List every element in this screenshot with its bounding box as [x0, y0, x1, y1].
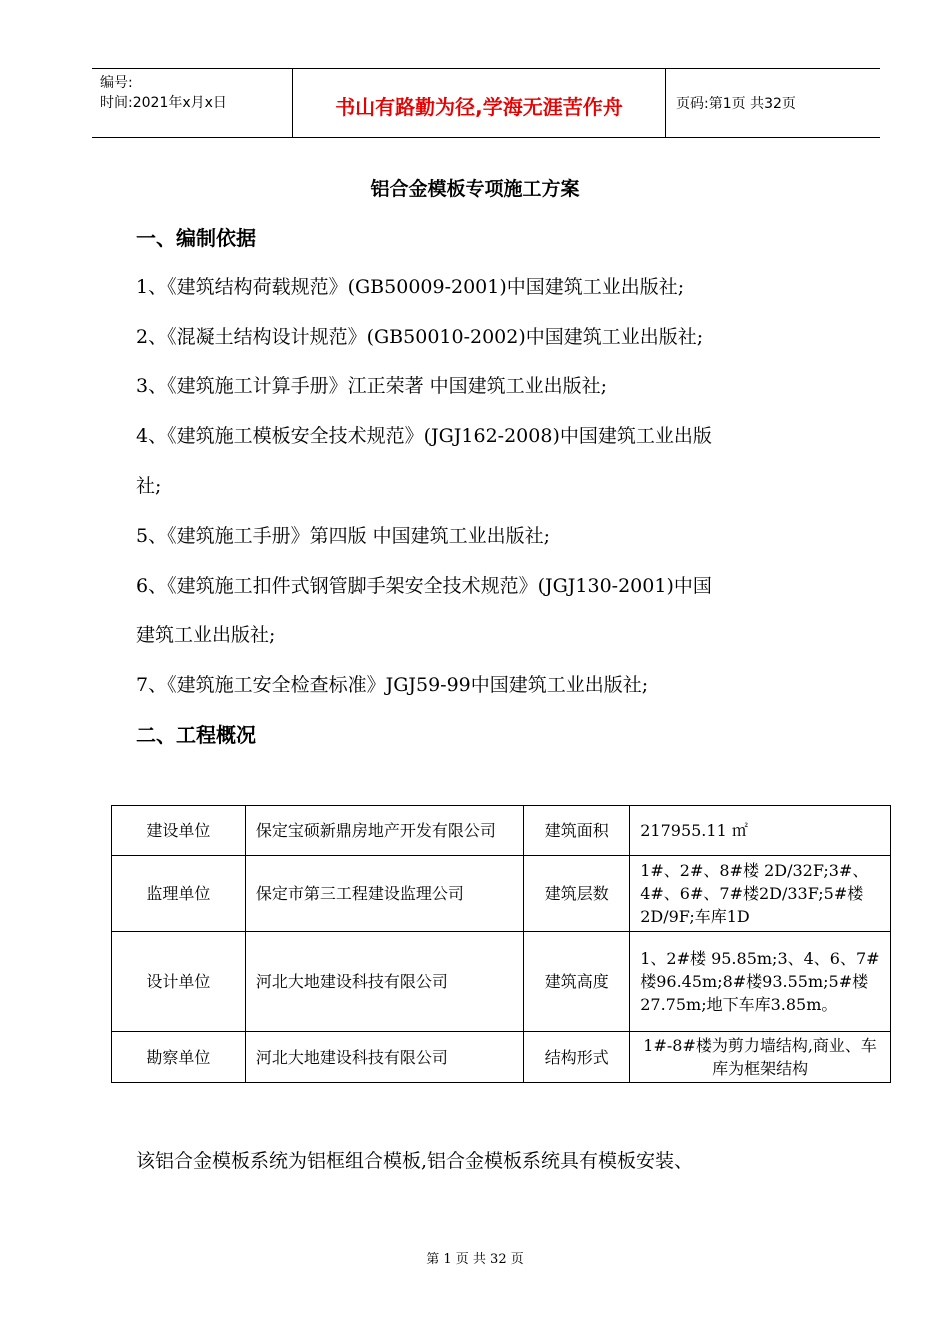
- page-footer: 第 1 页 共 32 页: [426, 1252, 524, 1267]
- basis-item: 5、《建筑施工手册》第四版 中国建筑工业出版社;: [136, 525, 551, 547]
- table-label: 建筑面积: [524, 806, 630, 856]
- table-row: [112, 806, 891, 856]
- basis-item: 6、《建筑施工扣件式钢管脚手架安全技术规范》(JGJ130-2001)中国: [136, 575, 712, 597]
- table-label: 建筑层数: [524, 856, 630, 932]
- table-label: 建设单位: [112, 806, 246, 856]
- document-number-label: 编号:: [100, 75, 133, 91]
- table-row: [112, 856, 891, 932]
- section-heading-overview: 二、工程概况: [136, 723, 256, 747]
- table-value: 217955.11 ㎡: [630, 806, 891, 856]
- table-value: 保定市第三工程建设监理公司: [245, 856, 524, 932]
- table-value: 河北大地建设科技有限公司: [245, 1032, 524, 1083]
- document-title: 铝合金模板专项施工方案: [370, 178, 580, 200]
- header-page-number: 页码:第1页 共32页: [676, 96, 796, 112]
- table-row: [112, 932, 891, 1032]
- table-value: 1、2#楼 95.85m;3、4、6、7#楼96.45m;8#楼93.55m;5#楼27.75m;地下车库3.85m。: [630, 932, 891, 1032]
- table-value: 1#、2#、8#楼 2D/32F;3#、4#、6#、7#楼2D/33F;5#楼2D/9F;车库1D: [630, 856, 891, 932]
- basis-item-continued: 建筑工业出版社;: [136, 624, 276, 646]
- table-label: 设计单位: [112, 932, 246, 1032]
- header-meta: [100, 73, 290, 113]
- document-time-label: 时间:2021年x月x日: [100, 95, 227, 111]
- basis-item: 4、《建筑施工模板安全技术规范》(JGJ162-2008)中国建筑工业出版: [136, 425, 712, 447]
- header-divider: [665, 69, 666, 137]
- table-value: 河北大地建设科技有限公司: [245, 932, 524, 1032]
- basis-item: 2、《混凝土结构设计规范》(GB50010-2002)中国建筑工业出版社;: [136, 326, 704, 348]
- table-label: 监理单位: [112, 856, 246, 932]
- basis-item: 1、《建筑结构荷载规范》(GB50009-2001)中国建筑工业出版社;: [136, 276, 685, 298]
- table-label: 建筑高度: [524, 932, 630, 1032]
- project-info-table: [111, 805, 891, 1083]
- table-row: [112, 1032, 891, 1083]
- basis-item: 3、《建筑施工计算手册》江正荣著 中国建筑工业出版社;: [136, 375, 608, 397]
- basis-item: 7、《建筑施工安全检查标准》JGJ59-99中国建筑工业出版社;: [136, 674, 649, 696]
- header-motto: 书山有路勤为径,学海无涯苦作舟: [335, 95, 623, 119]
- header-table: [92, 68, 880, 138]
- basis-item-continued: 社;: [136, 475, 162, 497]
- table-value: 保定宝硕新鼎房地产开发有限公司: [245, 806, 524, 856]
- section-heading-basis: 一、编制依据: [136, 226, 256, 250]
- table-value: 1#-8#楼为剪力墙结构,商业、车库为框架结构: [630, 1032, 891, 1083]
- table-label: 勘察单位: [112, 1032, 246, 1083]
- body-paragraph: 该铝合金模板系统为铝框组合模板,铝合金模板系统具有模板安装、: [136, 1150, 694, 1172]
- table-label: 结构形式: [524, 1032, 630, 1083]
